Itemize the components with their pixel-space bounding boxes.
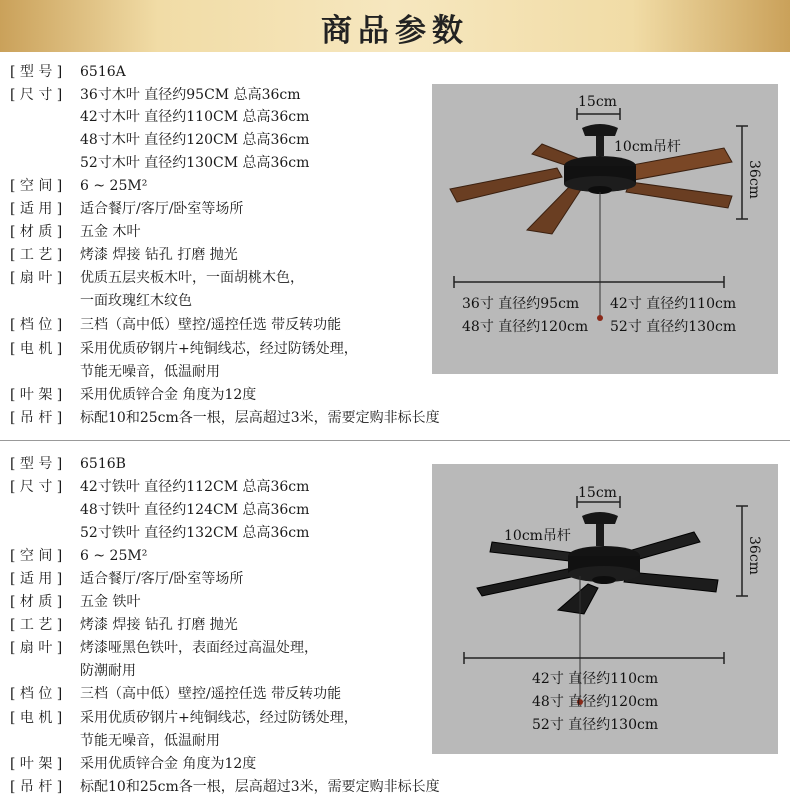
diagram-size-label: 48寸 直径约120cm [532, 694, 659, 710]
spec-value: 一面玫瑰红木纹色 [80, 293, 192, 309]
spec-label: [ 型 号 ] [10, 64, 63, 80]
spec-label: [ 电 机 ] [10, 341, 63, 357]
spec-row-motor-cont [10, 361, 220, 383]
spec-label: [ 型 号 ] [10, 456, 63, 472]
diagram-size-label: 42寸 直径约110cm [610, 296, 737, 312]
spec-value: 标配10和25cm各一根，层高超过3米，需要定购非标长度 [80, 410, 440, 426]
diagram-size-label: 42寸 直径约110cm [532, 671, 659, 687]
spec-value: 防潮耐用 [80, 663, 136, 679]
spec-row-size-cont [10, 499, 309, 521]
spec-row-blade-cont [10, 660, 136, 682]
spec-row-size [10, 476, 309, 498]
spec-row-usage [10, 198, 243, 220]
spec-row-motor [10, 338, 358, 360]
spec-value: 三档（高中低）壁控/遥控任选 带反转功能 [80, 686, 342, 702]
spec-row-speed [10, 314, 341, 336]
spec-label: [ 档 位 ] [10, 317, 63, 333]
spec-value: 6 ~ 25M² [80, 178, 148, 194]
spec-label: [ 空 间 ] [10, 178, 63, 194]
spec-value: 52寸铁叶 直径约132CM 总高36cm [80, 525, 310, 541]
spec-value: 采用优质矽钢片+纯铜线芯，经过防锈处理， [80, 710, 358, 726]
spec-row-motor-cont [10, 730, 220, 752]
spec-label: [ 空 间 ] [10, 548, 63, 564]
spec-label: [ 适 用 ] [10, 571, 63, 587]
spec-value: 烤漆 焊接 钻孔 打磨 抛光 [80, 247, 238, 263]
spec-value: 采用优质锌合金 角度为12度 [80, 387, 257, 403]
spec-label: [ 扇 叶 ] [10, 640, 63, 656]
spec-row-model [10, 453, 126, 475]
spec-row-craft [10, 614, 238, 636]
spec-value: 采用优质锌合金 角度为12度 [80, 756, 257, 772]
spec-value: 48寸木叶 直径约120CM 总高36cm [80, 132, 310, 148]
diagram-width-label: 15cm [578, 485, 617, 501]
spec-label: [ 电 机 ] [10, 710, 63, 726]
spec-row-motor [10, 707, 358, 729]
spec-label: [ 吊 杆 ] [10, 779, 63, 795]
spec-value: 优质五层夹板木叶，一面胡桃木色， [80, 270, 304, 286]
spec-value: 烤漆 焊接 钻孔 打磨 抛光 [80, 617, 238, 633]
spec-row-material [10, 221, 140, 243]
spec-row-bracket [10, 753, 256, 775]
diagram-rod-label: 10cm吊杆 [504, 528, 571, 544]
spec-value: 6516B [80, 456, 126, 472]
spec-value: 36寸木叶 直径约95CM 总高36cm [80, 87, 301, 103]
spec-label: [ 适 用 ] [10, 201, 63, 217]
diagram-size-label: 52寸 直径约130cm [610, 319, 737, 335]
spec-value: 适合餐厅/客厅/卧室等场所 [80, 201, 244, 217]
spec-row-blade [10, 637, 318, 659]
spec-row-size-cont [10, 522, 309, 544]
spec-label: [ 工 艺 ] [10, 247, 63, 263]
title-banner [0, 0, 790, 52]
spec-row-craft [10, 244, 238, 266]
spec-label: [ 叶 架 ] [10, 756, 63, 772]
spec-row-size-cont [10, 129, 309, 151]
spec-row-model [10, 61, 126, 83]
spec-label: [ 吊 杆 ] [10, 410, 63, 426]
product-b-diagram [432, 464, 778, 754]
spec-value: 标配10和25cm各一根，层高超过3米，需要定购非标长度 [80, 779, 440, 795]
spec-label: [ 尺 寸 ] [10, 87, 63, 103]
spec-row-size [10, 84, 301, 106]
page-title: 商品参数 [321, 13, 469, 49]
spec-label: [ 扇 叶 ] [10, 270, 63, 286]
spec-row-space [10, 545, 147, 567]
spec-value: 三档（高中低）壁控/遥控任选 带反转功能 [80, 317, 342, 333]
spec-value: 烤漆哑黑色铁叶，表面经过高温处理， [80, 640, 318, 656]
diagram-size-label: 48寸 直径约120cm [462, 319, 589, 335]
spec-label: [ 工 艺 ] [10, 617, 63, 633]
diagram-height-label: 36cm [746, 536, 762, 575]
spec-row-space [10, 175, 147, 197]
diagram-rod-label: 10cm吊杆 [614, 139, 681, 155]
diagram-height-label: 36cm [746, 160, 762, 199]
spec-row-size-cont [10, 106, 309, 128]
spec-value: 42寸木叶 直径约110CM 总高36cm [80, 109, 310, 125]
spec-row-rod [10, 776, 440, 798]
spec-value: 48寸铁叶 直径约124CM 总高36cm [80, 502, 310, 518]
spec-label: [ 材 质 ] [10, 224, 63, 240]
spec-row-usage [10, 568, 243, 590]
spec-label: [ 叶 架 ] [10, 387, 63, 403]
spec-value: 采用优质矽钢片+纯铜线芯，经过防锈处理， [80, 341, 358, 357]
spec-row-material [10, 591, 140, 613]
spec-row-blade [10, 267, 304, 289]
spec-value: 适合餐厅/客厅/卧室等场所 [80, 571, 244, 587]
spec-row-rod [10, 407, 440, 429]
spec-value: 6516A [80, 64, 126, 80]
spec-value: 五金 铁叶 [80, 594, 141, 610]
spec-value: 42寸铁叶 直径约112CM 总高36cm [80, 479, 310, 495]
spec-label: [ 尺 寸 ] [10, 479, 63, 495]
spec-label: [ 材 质 ] [10, 594, 63, 610]
diagram-size-label: 52寸 直径约130cm [532, 717, 659, 733]
diagram-width-label: 15cm [578, 94, 617, 110]
spec-value: 52寸木叶 直径约130CM 总高36cm [80, 155, 310, 171]
spec-row-speed [10, 683, 341, 705]
spec-row-bracket [10, 384, 256, 406]
spec-value: 6 ~ 25M² [80, 548, 148, 564]
spec-value: 五金 木叶 [80, 224, 141, 240]
spec-value: 节能无噪音，低温耐用 [80, 364, 220, 380]
spec-row-size-cont [10, 152, 309, 174]
diagram-size-label: 36寸 直径约95cm [462, 296, 580, 312]
spec-row-blade-cont [10, 290, 192, 312]
section-divider [0, 440, 790, 441]
product-a-diagram [432, 84, 778, 374]
spec-value: 节能无噪音，低温耐用 [80, 733, 220, 749]
spec-label: [ 档 位 ] [10, 686, 63, 702]
